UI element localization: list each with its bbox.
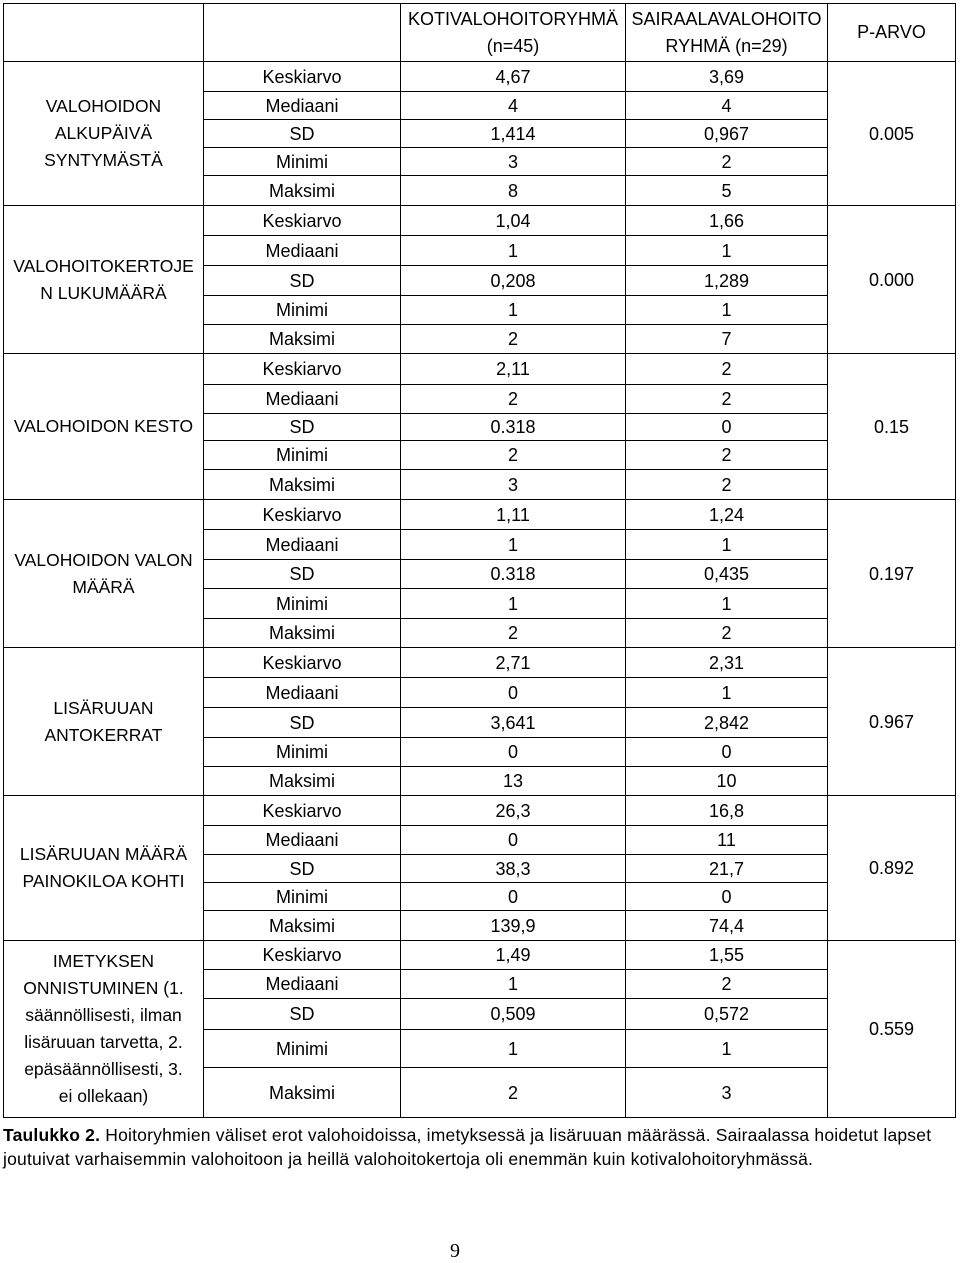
home-value-cell: 2,11 <box>401 354 626 385</box>
hospital-value-cell: 2 <box>626 470 828 500</box>
group-label <box>4 354 204 500</box>
results-table-container <box>3 3 956 1118</box>
home-value-cell: 1 <box>401 589 626 619</box>
group-label <box>4 62 204 206</box>
pvalue-cell: 0.892 <box>828 796 956 941</box>
hospital-value-cell: 0 <box>626 738 828 767</box>
home-value-cell: 2 <box>401 385 626 414</box>
group-label-line: MÄÄRÄ <box>72 576 135 597</box>
header-hospital-group <box>626 4 828 62</box>
group-label-line: LISÄRUUAN <box>53 697 154 718</box>
table-row <box>4 500 956 530</box>
home-value-cell: 3 <box>401 148 626 176</box>
group-label-line: VALOHOIDON <box>45 96 162 116</box>
hospital-value-cell: 4 <box>626 92 828 120</box>
home-value-cell: 3,641 <box>401 708 626 738</box>
home-value-cell: 1,11 <box>401 500 626 530</box>
hospital-value-cell: 1,24 <box>626 500 828 530</box>
header-blank-cell <box>204 4 401 62</box>
hospital-value-cell: 2 <box>626 148 828 176</box>
home-value-cell: 2 <box>401 325 626 354</box>
pvalue-cell: 0.000 <box>828 206 956 354</box>
hospital-value-cell: 2 <box>626 441 828 470</box>
hospital-value-cell: 0,572 <box>626 999 828 1030</box>
group-label <box>4 500 204 648</box>
home-value-cell: 0.318 <box>401 414 626 441</box>
stat-name-cell: Keskiarvo <box>204 648 401 678</box>
stat-name-cell: Minimi <box>204 148 401 176</box>
stat-name-cell: Keskiarvo <box>204 941 401 970</box>
hospital-value-cell: 1 <box>626 1030 828 1068</box>
group-label-line: lisäruuan tarvetta, 2. <box>24 1032 183 1052</box>
stat-name-cell: Minimi <box>204 589 401 619</box>
hospital-value-cell: 11 <box>626 826 828 855</box>
home-value-cell: 1 <box>401 236 626 266</box>
table-row <box>4 648 956 678</box>
stat-name-cell: Mediaani <box>204 236 401 266</box>
home-value-cell: 4,67 <box>401 62 626 92</box>
group-label-line: ALKUPÄIVÄ <box>54 123 153 143</box>
stat-name-cell: Mediaani <box>204 385 401 414</box>
page-number: 9 <box>450 1240 460 1262</box>
pvalue-cell: 0.005 <box>828 62 956 206</box>
table-row <box>4 62 956 92</box>
stat-name-cell: Maksimi <box>204 1068 401 1118</box>
hospital-value-cell: 7 <box>626 325 828 354</box>
group-label-line: N LUKUMÄÄRÄ <box>40 282 167 303</box>
stat-name-cell: Mediaani <box>204 92 401 120</box>
home-value-cell: 1,414 <box>401 120 626 148</box>
home-value-cell: 139,9 <box>401 911 626 941</box>
stat-name-cell: Maksimi <box>204 619 401 648</box>
hospital-value-cell: 1,66 <box>626 206 828 236</box>
group-label-line: PAINOKILOA KOHTI <box>22 871 185 891</box>
group-label-line: epäsäännöllisesti, 3. <box>24 1059 183 1079</box>
home-value-cell: 26,3 <box>401 796 626 826</box>
home-value-cell: 0 <box>401 738 626 767</box>
hospital-value-cell: 16,8 <box>626 796 828 826</box>
caption-label: Taulukko 2. <box>3 1125 101 1145</box>
group-label <box>4 941 204 1118</box>
home-value-cell: 2 <box>401 1068 626 1118</box>
home-value-cell: 0 <box>401 883 626 911</box>
header-hospital-line1: SAIRAALAVALOHOITO <box>631 8 822 29</box>
home-value-cell: 2 <box>401 441 626 470</box>
hospital-value-cell: 0,967 <box>626 120 828 148</box>
hospital-value-cell: 0,435 <box>626 560 828 589</box>
table-row <box>4 354 956 385</box>
hospital-value-cell: 2,31 <box>626 648 828 678</box>
home-value-cell: 3 <box>401 470 626 500</box>
stat-name-cell: Minimi <box>204 883 401 911</box>
stat-name-cell: SD <box>204 266 401 296</box>
stat-name-cell: Keskiarvo <box>204 354 401 385</box>
stat-name-cell: Minimi <box>204 296 401 325</box>
hospital-value-cell: 21,7 <box>626 855 828 883</box>
stat-name-cell: SD <box>204 855 401 883</box>
group-label-line: SYNTYMÄSTÄ <box>44 150 163 170</box>
hospital-value-cell: 2 <box>626 354 828 385</box>
group-label-line: IMETYKSEN <box>52 951 155 971</box>
home-value-cell: 4 <box>401 92 626 120</box>
group-label-line: LISÄRUUAN MÄÄRÄ <box>19 844 188 864</box>
header-hospital-line2: RYHMÄ (n=29) <box>665 35 788 56</box>
home-value-cell: 8 <box>401 176 626 206</box>
stat-name-cell: Maksimi <box>204 325 401 354</box>
group-label <box>4 206 204 354</box>
header-pvalue: P-ARVO <box>828 4 956 62</box>
hospital-value-cell: 1 <box>626 678 828 708</box>
results-table <box>3 3 956 1118</box>
table-row <box>4 941 956 970</box>
header-blank-cell <box>4 4 204 62</box>
home-value-cell: 1 <box>401 970 626 999</box>
stat-name-cell: Keskiarvo <box>204 500 401 530</box>
stat-name-cell: SD <box>204 414 401 441</box>
group-label-line: VALOHOIDON KESTO <box>13 416 194 436</box>
stat-name-cell: SD <box>204 120 401 148</box>
home-value-cell: 0 <box>401 826 626 855</box>
group-label <box>4 648 204 796</box>
pvalue-cell: 0.559 <box>828 941 956 1118</box>
group-label-line: ONNISTUMINEN (1. <box>23 978 184 998</box>
hospital-value-cell: 2 <box>626 619 828 648</box>
hospital-value-cell: 10 <box>626 767 828 796</box>
home-value-cell: 1 <box>401 530 626 560</box>
hospital-value-cell: 74,4 <box>626 911 828 941</box>
stat-name-cell: Minimi <box>204 738 401 767</box>
stat-name-cell: Keskiarvo <box>204 62 401 92</box>
home-value-cell: 0 <box>401 678 626 708</box>
home-value-cell: 1 <box>401 296 626 325</box>
home-value-cell: 2 <box>401 619 626 648</box>
stat-name-cell: Keskiarvo <box>204 206 401 236</box>
stat-name-cell: Mediaani <box>204 530 401 560</box>
group-label-line: ANTOKERRAT <box>44 724 163 745</box>
hospital-value-cell: 2 <box>626 385 828 414</box>
header-row <box>4 4 956 62</box>
hospital-value-cell: 1 <box>626 530 828 560</box>
group-label-line: säännöllisesti, ilman <box>25 1005 182 1025</box>
home-value-cell: 1,49 <box>401 941 626 970</box>
table-row <box>4 206 956 236</box>
hospital-value-cell: 1 <box>626 236 828 266</box>
pvalue-cell: 0.15 <box>828 354 956 500</box>
hospital-value-cell: 1,55 <box>626 941 828 970</box>
pvalue-cell: 0.967 <box>828 648 956 796</box>
table-row <box>4 796 956 826</box>
header-home-group <box>401 4 626 62</box>
group-label <box>4 796 204 941</box>
hospital-value-cell: 0 <box>626 414 828 441</box>
stat-name-cell: SD <box>204 708 401 738</box>
stat-name-cell: Mediaani <box>204 970 401 999</box>
hospital-value-cell: 1 <box>626 589 828 619</box>
home-value-cell: 0,509 <box>401 999 626 1030</box>
header-home-line1: KOTIVALOHOITORYHMÄ <box>407 8 619 29</box>
home-value-cell: 1 <box>401 1030 626 1068</box>
table-caption <box>3 1123 953 1171</box>
stat-name-cell: Maksimi <box>204 176 401 206</box>
group-label-line: VALOHOITOKERTOJE <box>13 255 194 276</box>
stat-name-cell: Keskiarvo <box>204 796 401 826</box>
stat-name-cell: SD <box>204 999 401 1030</box>
stat-name-cell: Mediaani <box>204 826 401 855</box>
home-value-cell: 0,208 <box>401 266 626 296</box>
stat-name-cell: Mediaani <box>204 678 401 708</box>
home-value-cell: 13 <box>401 767 626 796</box>
home-value-cell: 2,71 <box>401 648 626 678</box>
pvalue-cell: 0.197 <box>828 500 956 648</box>
hospital-value-cell: 1,289 <box>626 266 828 296</box>
stat-name-cell: Maksimi <box>204 911 401 941</box>
stat-name-cell: Maksimi <box>204 767 401 796</box>
hospital-value-cell: 2 <box>626 970 828 999</box>
home-value-cell: 1,04 <box>401 206 626 236</box>
stat-name-cell: Minimi <box>204 441 401 470</box>
home-value-cell: 0.318 <box>401 560 626 589</box>
stat-name-cell: Minimi <box>204 1030 401 1068</box>
stat-name-cell: SD <box>204 560 401 589</box>
home-value-cell: 38,3 <box>401 855 626 883</box>
hospital-value-cell: 3 <box>626 1068 828 1118</box>
hospital-value-cell: 1 <box>626 296 828 325</box>
hospital-value-cell: 2,842 <box>626 708 828 738</box>
caption-text: Hoitoryhmien väliset erot valohoidoissa, imetyksessä ja lisäruuan määrässä. Sairaalassa hoidetut lapset joutuivat varhaisemmin valohoitoon ja heillä valohoitokertoja oli enemmän kuin kotivalohoitoryhmässä. <box>3 1125 932 1169</box>
header-home-line2: (n=45) <box>486 35 540 56</box>
group-label-line: ei ollekaan) <box>58 1086 149 1106</box>
hospital-value-cell: 3,69 <box>626 62 828 92</box>
hospital-value-cell: 5 <box>626 176 828 206</box>
hospital-value-cell: 0 <box>626 883 828 911</box>
stat-name-cell: Maksimi <box>204 470 401 500</box>
group-label-line: VALOHOIDON VALON <box>14 549 193 570</box>
